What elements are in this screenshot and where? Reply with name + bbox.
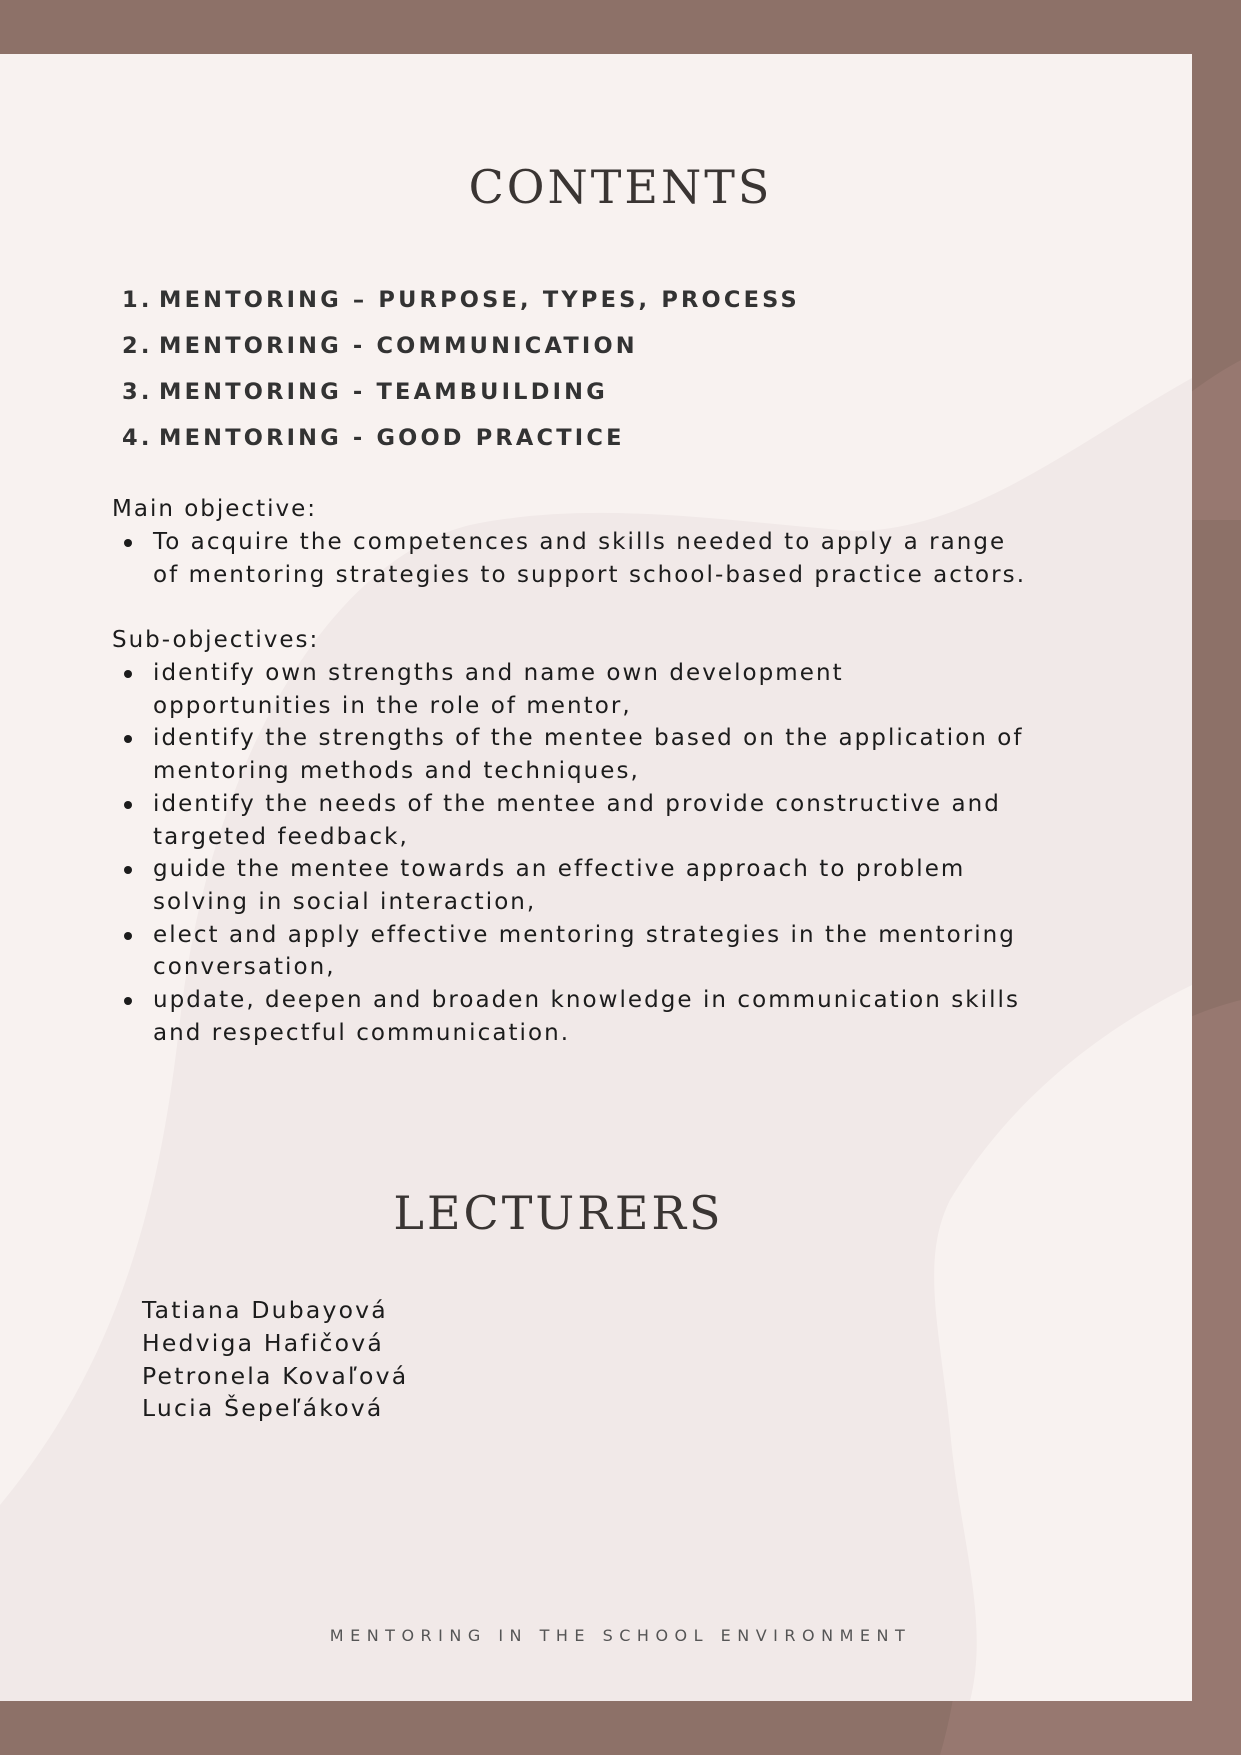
- contents-item: [122, 330, 800, 376]
- contents-list: [122, 284, 800, 468]
- main-objective-label: Main objective:: [112, 496, 317, 522]
- lecturer-name: Petronela Kovaľová: [142, 1361, 409, 1390]
- lecturers-title: LECTURERS: [393, 1186, 724, 1240]
- contents-item-label: MENTORING – PURPOSE, TYPES, PROCESS: [159, 287, 800, 313]
- sub-objective-item: guide the mentee towards an effective approach to problem solving in social interaction,: [112, 853, 1112, 918]
- sub-objective-item: identify the strengths of the mentee based on the application of mentoring methods and techniques,: [112, 722, 1112, 787]
- lecturer-name: Tatiana Dubayová: [142, 1296, 388, 1324]
- footer-text: MENTORING IN THE SCHOOL ENVIRONMENT: [329, 1626, 912, 1645]
- lecturers-list: [142, 1294, 408, 1425]
- main-objective-list: [112, 526, 1112, 591]
- sub-objectives-list: [112, 657, 1112, 1049]
- contents-item: [122, 376, 800, 422]
- sub-objective-item: identify the needs of the mentee and provide constructive and targeted feedback,: [112, 788, 1112, 853]
- contents-item: [122, 284, 800, 330]
- sub-objectives-label: Sub-objectives:: [112, 627, 320, 653]
- sub-objective-item: elect and apply effective mentoring strategies in the mentoring conversation,: [112, 919, 1112, 984]
- contents-item-label: MENTORING - COMMUNICATION: [159, 333, 638, 359]
- contents-item-number: 1.: [122, 287, 153, 313]
- footer: [0, 1626, 1241, 1645]
- lecturer-name: Hedviga Hafičová: [142, 1328, 384, 1357]
- lecturer-name: Lucia Šepeľáková: [142, 1394, 384, 1423]
- contents-item: [122, 422, 800, 468]
- contents-item-label: MENTORING - TEAMBUILDING: [159, 379, 608, 405]
- contents-item-number: 4.: [122, 425, 153, 451]
- contents-item-number: 2.: [122, 333, 153, 359]
- contents-item-number: 3.: [122, 379, 153, 405]
- sub-objective-item: update, deepen and broaden knowledge in communication skills and respectful communication.: [112, 984, 1112, 1049]
- sub-objective-item: identify own strengths and name own development opportunities in the role of mentor,: [112, 657, 1112, 722]
- contents-item-label: MENTORING - GOOD PRACTICE: [159, 425, 625, 451]
- contents-title: CONTENTS: [468, 160, 773, 214]
- main-objective-item: To acquire the competences and skills needed to apply a range of mentoring strategies to support school-based practice actors.: [112, 526, 1112, 591]
